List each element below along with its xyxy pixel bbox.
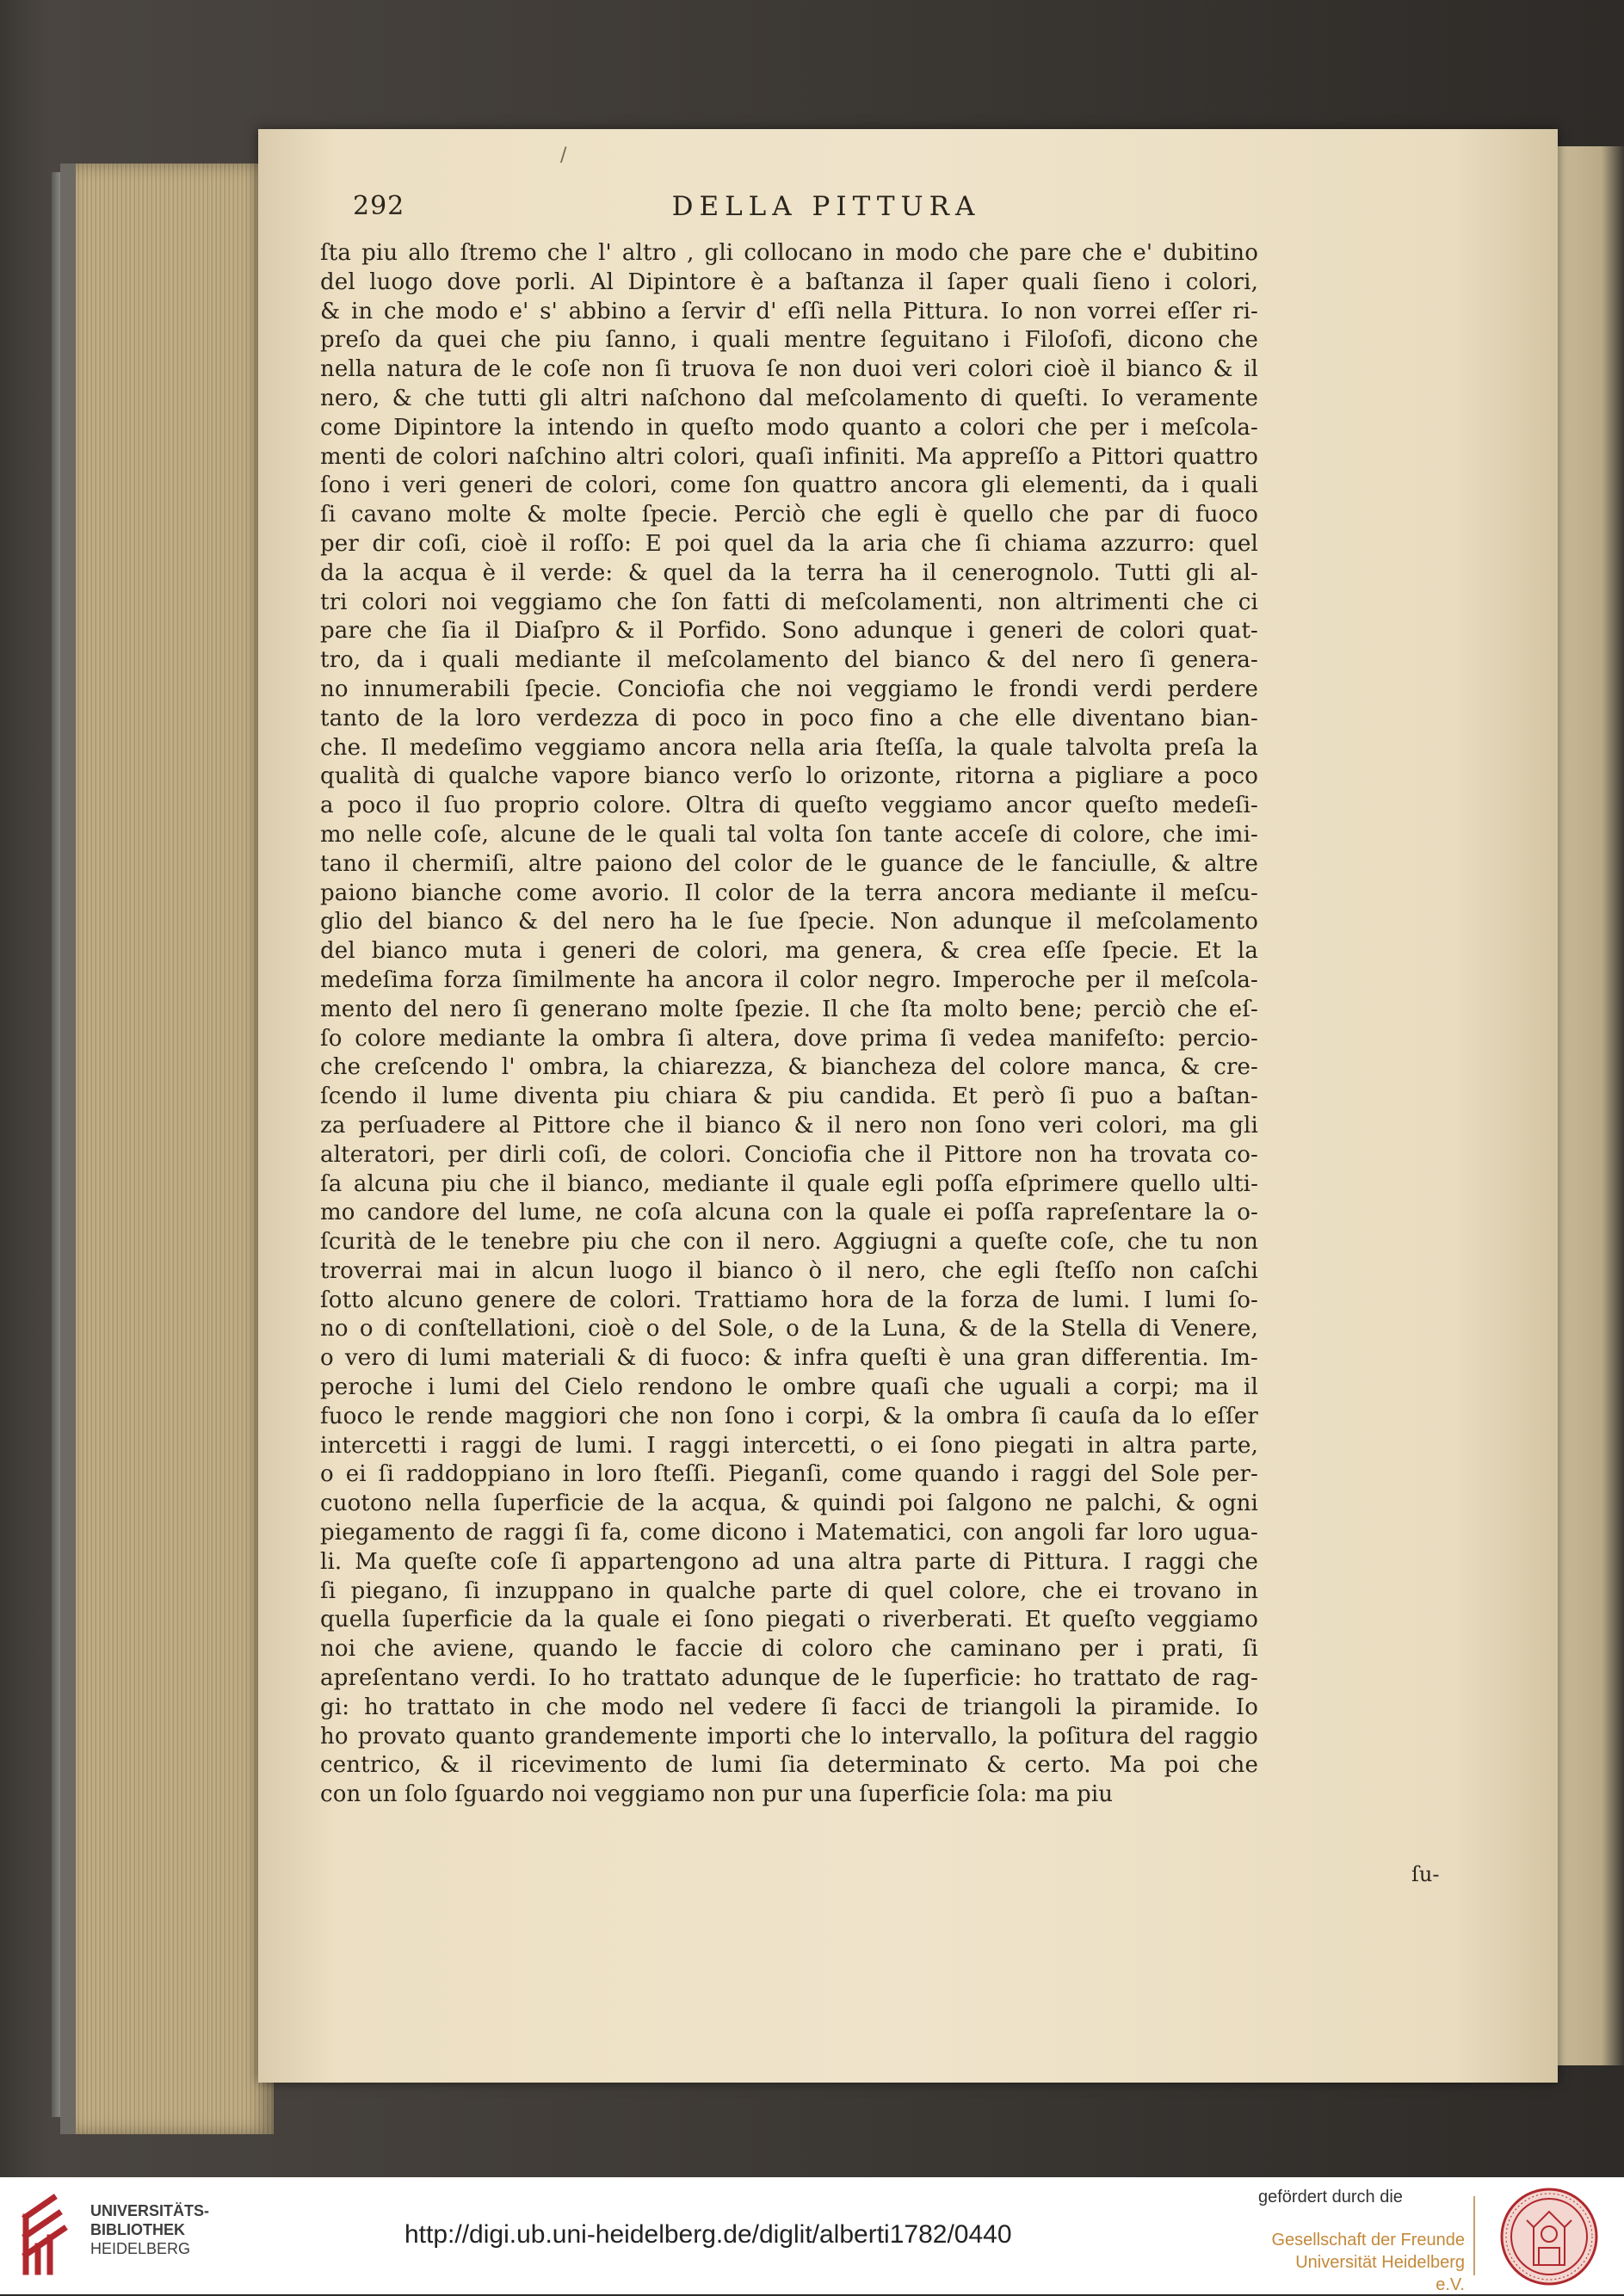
digitization-footer [0, 2177, 1624, 2294]
text-line: ſcendo il lume diventa piu chiara & piu candida. Et però ſi puo a baſtan- [320, 1083, 1258, 1110]
text-line: centrico, & il ricevimento de lumi ſia determinato & certo. Ma poi che [320, 1752, 1258, 1779]
text-line: ſta piu allo ſtremo che l' altro , gli collocano in modo che pare che e' dubitino [320, 240, 1258, 266]
library-name-line: BIBLIOTHEK [90, 2221, 185, 2238]
text-line: fuoco le rende maggiori che non ſono i corpi, & la ombra ſi cauſa da lo eſſer [320, 1403, 1258, 1429]
text-line: ſa alcuna piu che il bianco, mediante il quale egli poſſa eſprimere quello ulti- [320, 1170, 1258, 1197]
sponsor-name-line: Gesellschaft der Freunde [1271, 2231, 1465, 2250]
text-line: quella ſuperficie da la quale ei ſono piegati o riverberati. Et queſto veggiamo [320, 1607, 1258, 1633]
footer-divider [1473, 2196, 1475, 2275]
text-line: troverrai mai in alcun luogo il bianco ò il nero, che egli ſteſſo non caſchi [320, 1257, 1258, 1284]
text-line: tano il chermiſi, altre paiono del color de le guance de le fanciulle, & altre [320, 850, 1258, 877]
text-line: glio del bianco & del nero ha le ſue ſpecie. Non adunque il meſcolamento [320, 909, 1258, 935]
text-line: qualità di qualche vapore bianco verſo lo orizonte, ritorna a pigliare a poco [320, 763, 1258, 790]
text-line: che. Il medeſimo veggiamo ancora nella aria ſteſſa, la quale talvolta preſa la [320, 734, 1258, 761]
text-line: no innumerabili ſpecie. Conciofia che noi veggiamo le frondi verdi perdere [320, 676, 1258, 702]
book-page-edges [60, 164, 274, 2134]
text-line: mento del nero ſi generano molte ſpezie. Il che ſta molto bene; perciò che eſ- [320, 996, 1258, 1022]
text-line: ho provato quanto grandemente importi che lo intervallo, la poſitura del raggio [320, 1723, 1258, 1750]
library-name [90, 2201, 209, 2258]
text-line: ſo colore mediante la ombra ſi altera, dove prima ſi vedea manifeſto: percio- [320, 1025, 1258, 1052]
text-line: mo candore del lume, ne coſa alcuna con la quale ei poſſa rapreſentare la o- [320, 1200, 1258, 1226]
text-line: tanto de la loro verdezza di poco in poco fino a che elle diventano bian- [320, 705, 1258, 731]
catchword: ſu- [1411, 1862, 1440, 1886]
text-line: tri colori noi veggiamo che ſon fatti di meſcolamenti, non altrimenti che ci [320, 589, 1258, 615]
ub-heidelberg-logo-icon [19, 2191, 79, 2277]
text-line: peroche i lumi del Cielo rendono le ombre quaſi che uguali a corpi; ma il [320, 1374, 1258, 1401]
text-line: a poco il ſuo proprio colore. Oltra di queſto veggiamo ancor queſto medeſi- [320, 793, 1258, 819]
university-seal-icon [1496, 2186, 1602, 2287]
text-line: mo nelle coſe, alcune de le quali tal volta ſon tante acceſe di colore, che imi- [320, 821, 1258, 848]
sponsor-name-line: Universität Heidelberg e.V. [1295, 2253, 1465, 2294]
text-line: za perſuadere al Pittore che il bianco & il nero non ſono veri colori, ma gli [320, 1112, 1258, 1139]
text-line: apreſentano verdi. Io ho trattato adunque de le ſuperficie: ho trattato de rag- [320, 1665, 1258, 1692]
page-number: 292 [353, 191, 405, 221]
text-line: per dir coſi, cioè il roſſo: E poi quel da la aria che ſi chiama azzurro: quel [320, 530, 1258, 557]
text-line: ſcurità de le tenebre piu che con il nero. Aggiugni a queſte coſe, che tu non [320, 1229, 1258, 1256]
text-line: paiono bianche come avorio. Il color de la terra ancora mediante il meſcu- [320, 880, 1258, 906]
text-line: menti de colori naſchino altri colori, quaſi infiniti. Ma appreſſo a Pittori quattro [320, 443, 1258, 470]
text-line: li. Ma queſte coſe ſi appartengono ad una altra parte di Pittura. I raggi che [320, 1548, 1258, 1575]
library-name-line: HEIDELBERG [90, 2240, 191, 2257]
text-line: no o di conſtellationi, cioè o del Sole, o de la Luna, & de la Stella di Venere, [320, 1316, 1258, 1342]
text-line: medeſima forza ſimilmente ha ancora il color negro. Imperoche per il meſcola- [320, 966, 1258, 993]
sponsor-name [1265, 2229, 1465, 2296]
sponsor-label: gefördert durch die [1258, 2188, 1403, 2207]
text-line: nero, & che tutti gli altri naſchono dal meſcolamento di queſti. Io veramente [320, 385, 1258, 411]
text-line: del bianco muta i generi de colori, ma genera, & crea eſſe ſpecie. Et la [320, 938, 1258, 965]
text-line: piegamento de raggi ſi fa, come dicono i Matematici, con angoli far loro ugua- [320, 1520, 1258, 1546]
text-line: o vero di lumi materiali & di fuoco: & infra queſti è una gran differentia. Im- [320, 1345, 1258, 1372]
text-line: tro, da i quali mediante il meſcolamento del bianco & del nero ſi genera- [320, 647, 1258, 674]
text-line: ſotto alcuno genere de colori. Trattiamo hora de la forza de lumi. I lumi ſo- [320, 1287, 1258, 1313]
text-line: intercetti i raggi de lumi. I raggi intercetti, o ei ſono piegati in altra parte, [320, 1432, 1258, 1459]
facing-page-edge [1549, 146, 1624, 2065]
text-line: gi: ho trattato in che modo nel vedere ſi facci de triangoli la piramide. Io [320, 1694, 1258, 1720]
text-line: o ei ſi raddoppiano in loro ſteſſi. Pieganſi, come quando i raggi del Sole per- [320, 1461, 1258, 1488]
text-line: alteratori, per dirli coſi, de colori. Conciofia che il Pittore non ha trovata co- [320, 1141, 1258, 1168]
text-line: del luogo dove porli. Al Dipintore è a baſtanza il ſaper quali ſieno i colori, [320, 268, 1258, 295]
text-line: pare che ſia il Diaſpro & il Porfido. Sono adunque i generi de colori quat- [320, 618, 1258, 645]
text-line: nella natura de le coſe non ſi truova ſe non duoi veri colori cioè il bianco & il [320, 356, 1258, 383]
text-line: da la acqua è il verde: & quel da la terra ha il cenerognolo. Tutti gli al- [320, 559, 1258, 586]
text-line: ſono i veri generi de colori, come ſon quattro ancora gli elementi, da i quali [320, 472, 1258, 499]
text-line: ſi cavano molte & molte ſpecie. Perciò che egli è quello che par di fuoco [320, 502, 1258, 528]
text-line: con un ſolo ſguardo noi veggiamo non pur una ſuperficie ſola: ma piu [320, 1781, 1114, 1808]
text-line: noi che aviene, quando le faccie di coloro che caminano per i prati, ſi [320, 1636, 1258, 1663]
text-line: preſo da quei che piu ſanno, i quali mentre ſeguitano i Filoſofi, dicono che [320, 327, 1258, 354]
body-text [320, 239, 1258, 1810]
running-title: DELLA PITTURA [671, 191, 981, 222]
text-line: cuotono nella ſuperficie de la acqua, & quindi poi ſalgono ne palchi, & ogni [320, 1491, 1258, 1517]
page-header [353, 191, 1265, 225]
text-line: che creſcendo l' ombra, la chiarezza, & biancheza del colore manca, & cre- [320, 1054, 1258, 1081]
text-line: ſi piegano, ſi inzuppano in qualche parte di quel colore, che ei trovano in [320, 1577, 1258, 1604]
permalink-url[interactable]: http://digi.ub.uni-heidelberg.de/diglit/alberti1782/0440 [404, 2220, 1012, 2249]
pencil-mark: / [560, 145, 567, 166]
text-line: come Dipintore la intendo in queſto modo quanto a colori che per i meſcola- [320, 414, 1258, 441]
library-name-line: UNIVERSITÄTS- [90, 2202, 210, 2219]
text-line: & in che modo e' s' abbino a ſervir d' eſſi nella Pittura. Io non vorrei eſſer ri- [320, 298, 1258, 324]
